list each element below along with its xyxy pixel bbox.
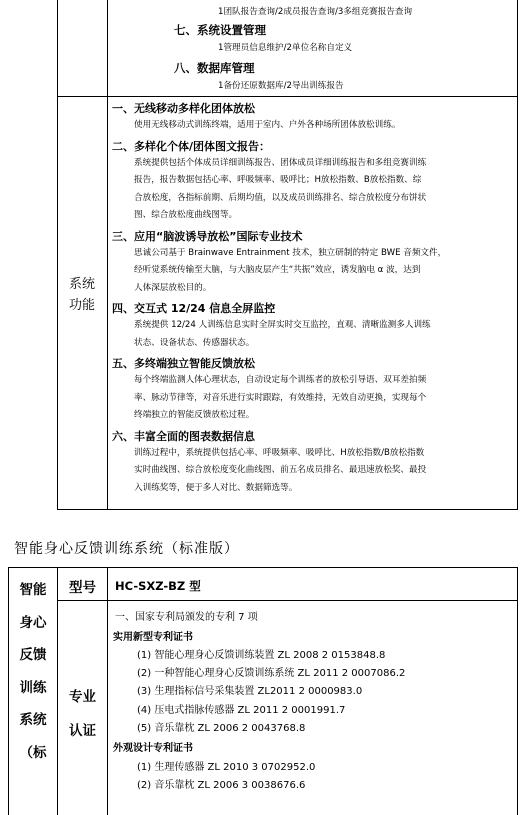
vertical-name-line: 系统 bbox=[19, 712, 47, 728]
feature-2-line: 合放松度，各指标前期、后期均值，以及成员训练排名、综合放松度分布饼状 bbox=[134, 192, 427, 203]
feature-5-line: 率、脉动节律等，对音乐进行实时跟踪，有效维持，无效自动更换，实现每个 bbox=[134, 392, 427, 403]
design-item: (2) 音乐靠枕 ZL 2006 3 0038676.6 bbox=[137, 780, 306, 792]
design-items bbox=[113, 759, 515, 795]
feature-4-line: 状态、设备状态、传感器状态。 bbox=[134, 337, 255, 348]
utility-item: (1) 智能心理身心反馈训练装置 ZL 2008 2 0153848.8 bbox=[137, 650, 386, 661]
bottom-table-divider-2 bbox=[107, 567, 108, 815]
database-detail: 1备份还原数据库/2导出训练报告 bbox=[218, 81, 344, 91]
system-function-label-line2: 功能 bbox=[68, 298, 95, 313]
system-settings-detail: 1管理员信息维护/2单位名称自定义 bbox=[218, 43, 353, 53]
bottom-table-top-border bbox=[8, 567, 517, 568]
feature-4-text bbox=[112, 317, 516, 352]
cert-label bbox=[58, 680, 107, 748]
feature-3-title: 三、应用“脑波诱导放松”国际专业技术 bbox=[112, 229, 303, 243]
feature-4-title: 四、交互式 12/24 信息全屏监控 bbox=[112, 302, 276, 315]
vertical-name-line: （标 bbox=[19, 744, 47, 761]
feature-2-line: 报告，报告数据包括心率、呼吸频率、吸呼比；H放松指数、B放松指数、综 bbox=[134, 175, 422, 185]
feature-1-text bbox=[112, 117, 516, 135]
feature-2-line: 系统提供包括个体成员详细训练报告、团体成员详细训练报告和多组竞赛训练 bbox=[134, 157, 427, 168]
bottom-table-right-border bbox=[517, 567, 518, 815]
feature-2-title: 二、多样化个体/团体图文报告： bbox=[112, 139, 271, 153]
feature-5-title: 五、多终端独立智能反馈放松 bbox=[112, 357, 255, 370]
patent-intro: 一、国家专利局颁发的专利 7 项 bbox=[115, 612, 258, 623]
feature-5-line: 每个终端监测人体心理状态，自动设定每个训练者的放松引导语、双耳差拍频 bbox=[134, 375, 427, 385]
feature-5-text bbox=[112, 372, 516, 425]
feature-3-line: 经听觉系统传输至大脑，与大脑皮层产生“共振”效应，诱发脑电 α 波，达到 bbox=[134, 265, 421, 275]
cert-label-line1: 专业 bbox=[69, 689, 96, 705]
bottom-table-row-border bbox=[57, 600, 518, 601]
design-item: (1) 生理传感器 ZL 2010 3 0702952.0 bbox=[137, 762, 316, 774]
feature-2-text bbox=[112, 155, 516, 225]
feature-5 bbox=[112, 355, 516, 425]
cert-label-line2: 认证 bbox=[69, 723, 96, 739]
feature-3-line: 思诚公司基于 Brainwave Entrainment 技术，独立研制的特定 BWE 音频文件， bbox=[134, 247, 447, 258]
feature-3 bbox=[112, 228, 516, 298]
utility-item: (2) 一种智能心理身心反馈训练系统 ZL 2011 2 0007086.2 bbox=[137, 668, 406, 680]
utility-item: (5) 音乐靠枕 ZL 2006 2 0043768.8 bbox=[137, 722, 306, 734]
top-table-row-border bbox=[57, 96, 518, 97]
feature-6-line: 入训练奖等，便于多人对比、数据筛选等。 bbox=[134, 482, 298, 493]
top-table-bottom-border bbox=[57, 509, 518, 510]
feature-2 bbox=[112, 138, 516, 225]
system-function-label-line1: 系统 bbox=[68, 277, 95, 292]
utility-heading: 实用新型专利证书 bbox=[113, 632, 193, 643]
feature-6-title: 六、丰富全面的图表数据信息 bbox=[112, 429, 255, 443]
feature-6-line: 训练过程中，系统提供包括心率、呼吸频率、吸呼比、H放松指数/B放松指数 bbox=[134, 447, 425, 458]
feature-list bbox=[112, 100, 516, 497]
design-heading: 外观设计专利证书 bbox=[113, 743, 193, 755]
patent-list bbox=[113, 609, 515, 795]
section-title-database: 八、数据库管理 bbox=[174, 61, 255, 75]
feature-4 bbox=[112, 300, 516, 352]
utility-item: (3) 生理指标信号采集装置 ZL2011 2 0000983.0 bbox=[137, 686, 363, 698]
feature-1-line: 使用无线移动式训练终端，适用于室内、户外各种场所团体放松训练。 bbox=[134, 120, 401, 130]
vertical-name-line: 训练 bbox=[19, 679, 47, 696]
vertical-name-line: 反馈 bbox=[19, 647, 47, 663]
vertical-name-line: 智能 bbox=[19, 582, 47, 598]
feature-2-line: 图、综合放松度曲线图等。 bbox=[134, 210, 238, 220]
feature-1 bbox=[112, 100, 516, 135]
model-value: HC-SXZ-BZ 型 bbox=[115, 579, 201, 593]
feature-1-title: 一、无线移动多样化团体放松 bbox=[112, 102, 255, 115]
feature-6-text bbox=[112, 445, 516, 498]
system-function-label bbox=[60, 274, 104, 316]
top-table-right-border bbox=[517, 0, 518, 510]
section-title-system-settings: 七、系统设置管理 bbox=[174, 23, 266, 37]
utility-item: (4) 压电式指脉传感器 ZL 2011 2 0001991.7 bbox=[137, 704, 346, 716]
feature-6 bbox=[112, 428, 516, 498]
vertical-product-name bbox=[9, 580, 57, 764]
feature-6-line: 实时曲线图、综合放松度变化曲线图、前五名成员排名、最迅速放松奖、最投 bbox=[134, 465, 427, 475]
report-query-line: 1团队报告查询/2成员报告查询/3多组竞赛报告查询 bbox=[218, 7, 413, 17]
feature-3-line: 人体深层放松目的。 bbox=[134, 282, 212, 293]
vertical-name-line: 身心 bbox=[19, 614, 47, 631]
feature-5-line: 终端独立的智能反馈放松过程。 bbox=[134, 410, 255, 420]
product-title: 智能身心反馈训练系统（标准版） bbox=[14, 541, 239, 557]
top-table-left-border bbox=[57, 0, 58, 510]
feature-4-line: 系统提供 12/24 人训练信息实时全屏实时交互监控，直观、清晰监测多人训练 bbox=[134, 320, 431, 330]
utility-items bbox=[113, 647, 515, 738]
model-label: 型号 bbox=[69, 580, 96, 596]
top-table-divider bbox=[107, 0, 108, 510]
feature-3-text bbox=[112, 245, 516, 298]
